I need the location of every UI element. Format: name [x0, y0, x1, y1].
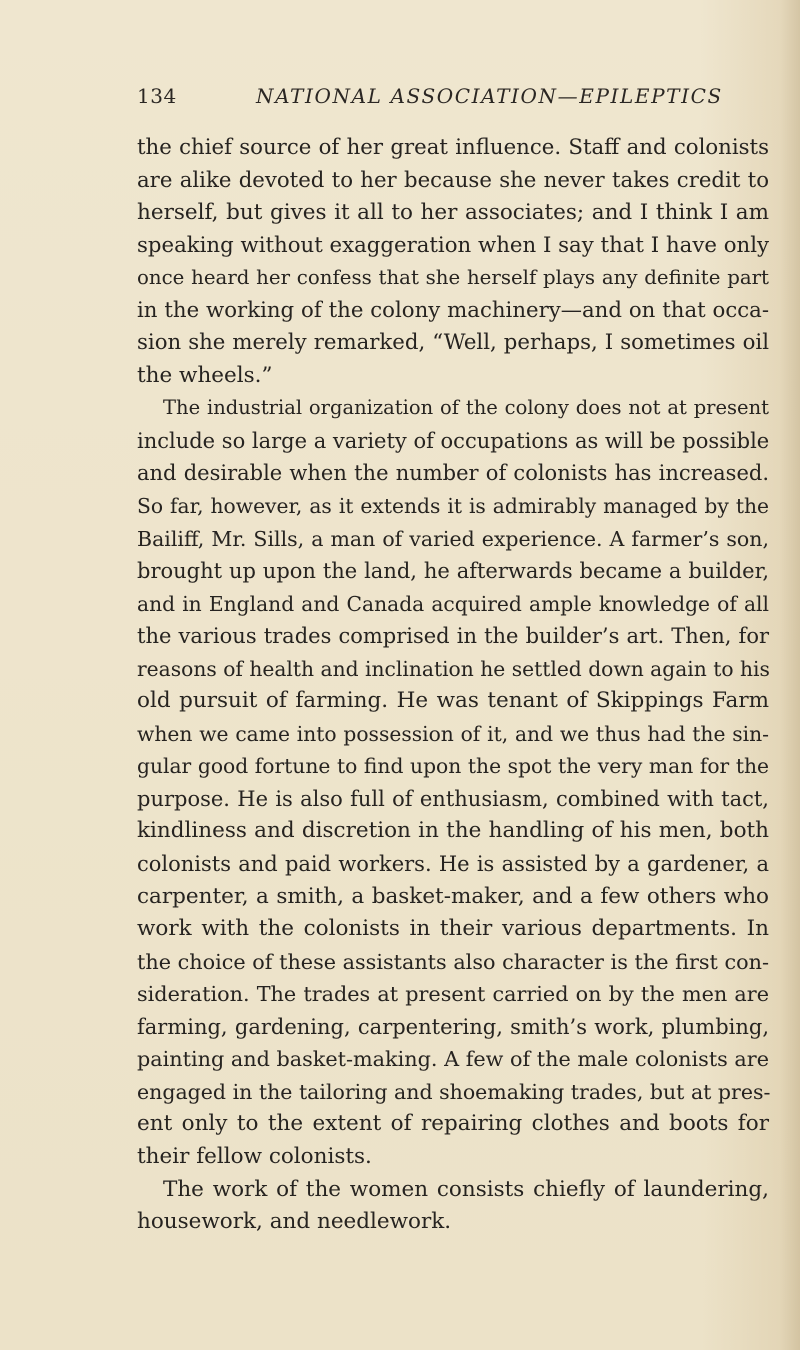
text-line: So far, however, as it extends it is admirably managed by the	[137, 494, 769, 519]
page-header	[137, 84, 777, 114]
text-line: the various trades comprised in the builder’s art. Then, for	[137, 624, 769, 649]
running-head: NATIONAL ASSOCIATION—EPILEPTICS	[256, 84, 723, 108]
text-line: in the working of the colony machinery—and on that occa-	[137, 297, 769, 323]
text-line: herself, but gives it all to her associates; and I think I am	[137, 200, 769, 226]
page-number: 134	[137, 84, 177, 108]
paragraph-start-line: The industrial organization of the colony does not at present	[163, 396, 769, 420]
text-line: purpose. He is also full of enthusiasm, combined with tact,	[137, 786, 769, 811]
text-line: speaking without exaggeration when I say that I have only	[137, 232, 769, 258]
text-line: colonists and paid workers. He is assisted by a gardener, a	[137, 852, 769, 877]
text-line: brought up upon the land, he afterwards became a builder,	[137, 559, 769, 584]
text-line: when we came into possession of it, and we thus had the sin-	[137, 721, 769, 746]
text-line: the chief source of her great influence. Staff and colonists	[137, 135, 769, 160]
text-line: and desirable when the number of colonists has increased.	[137, 461, 769, 486]
text-line: kindliness and discretion in the handling of his men, both	[137, 818, 769, 844]
text-line: reasons of health and inclination he settled down again to his	[137, 656, 770, 681]
text-line: farming, gardening, carpentering, smith’s work, plumbing,	[137, 1014, 769, 1039]
paragraph-start-line: The work of the women consists chiefly of laundering,	[163, 1176, 769, 1202]
text-line: old pursuit of farming. He was tenant of Skippings Farm	[137, 688, 769, 714]
text-line: ent only to the extent of repairing clothes and boots for	[137, 1111, 769, 1137]
text-line: sideration. The trades at present carried on by the men are	[137, 982, 769, 1007]
body-text	[137, 132, 769, 1239]
text-line: carpenter, a smith, a basket-maker, and a few others who	[137, 883, 769, 909]
text-line: work with the colonists in their various departments. In	[137, 916, 769, 942]
text-line: include so large a variety of occupations as will be possible	[137, 428, 770, 453]
text-line: painting and basket-making. A few of the male colonists are	[137, 1047, 769, 1072]
text-line: Bailiff, Mr. Sills, a man of varied experience. A farmer’s son,	[137, 526, 769, 551]
text-line: gular good fortune to find upon the spot the very man for the	[137, 754, 769, 779]
text-line: and in England and Canada acquired ample knowledge of all	[137, 591, 769, 616]
text-line: sion she merely remarked, “Well, perhaps, I sometimes oil	[137, 330, 769, 356]
text-line: housework, and needlework.	[137, 1209, 452, 1235]
text-line: their fellow colonists.	[137, 1143, 372, 1169]
text-line: engaged in the tailoring and shoemaking trades, but at pres-	[137, 1079, 771, 1104]
text-line: once heard her confess that she herself plays any definite part	[137, 266, 769, 290]
text-line: the wheels.”	[137, 362, 273, 388]
text-line: the choice of these assistants also character is the first con-	[137, 949, 769, 974]
text-line: are alike devoted to her because she never takes credit to	[137, 167, 769, 193]
